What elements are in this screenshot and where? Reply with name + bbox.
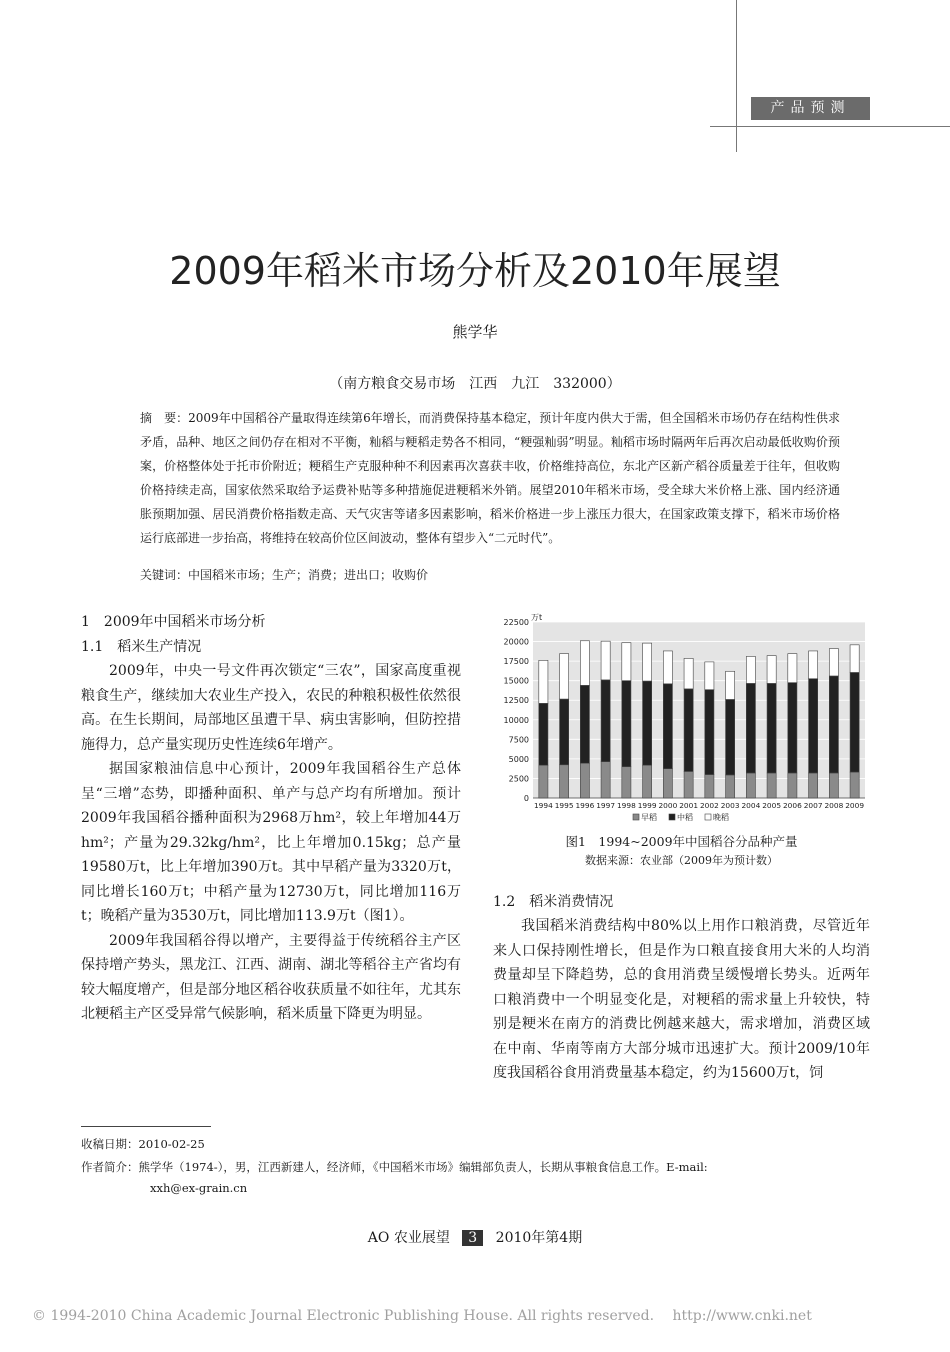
bar-segment-2007-中稻 [809,679,818,773]
figure-caption: 图1 1994~2009年中国稻谷分品种产量 [565,834,798,849]
bar-segment-1995-中稻 [560,699,569,765]
bar-segment-2006-晚稻 [788,654,797,683]
author-bio [81,1157,871,1199]
bar-segment-2008-晚稻 [829,649,838,676]
header-vertical-rule [736,0,737,152]
footnote-rule [81,1126,211,1127]
bar-segment-2005-晚稻 [767,656,776,684]
bar-segment-1999-中稻 [643,681,652,765]
author-email: xxh@ex-grain.cn [150,1181,248,1195]
figure-source: 数据来源：农业部（2009年为预计数） [585,854,778,867]
bar-segment-2008-早稻 [829,773,838,798]
bar-segment-2004-早稻 [746,773,755,798]
bar-segment-1998-晚稻 [622,643,631,681]
x-tick-label: 1997 [596,801,616,810]
y-tick-label: 7500 [508,735,529,745]
bar-segment-2002-晚稻 [705,662,714,690]
left-column-body [81,659,461,1027]
page-number: 3 [462,1230,483,1246]
bar-segment-1994-中稻 [539,703,548,765]
rice-production-chart [493,612,871,830]
paragraph: 据国家粮油信息中心预计，2009年我国稻谷生产总体呈“三增”态势，即播种面积、单产与总产均有所增加。预计2009年我国稻谷播种面积为2968万hm²，较上年增加44万hm²；产量为29.32kg/hm²，比上年增加0.15kg；总产量19580万t，比上年增加390万t。其中早稻产量为3320万t，同比增长160万t；中稻产量为12730万t，同比增加116万t；晚稻产量为3530万t，同比增加113.9万t（图1）。 [81,761,461,924]
bar-segment-2000-中稻 [663,684,672,769]
x-tick-label: 2000 [658,801,678,810]
bar-segment-1999-晚稻 [643,643,652,681]
bar-segment-2009-晚稻 [850,645,859,673]
bar-segment-2005-中稻 [767,683,776,773]
author-affiliation: （南方粮食交易市场 江西 九江 332000） [329,376,621,392]
bar-segment-1994-早稻 [539,765,548,798]
bar-segment-2000-晚稻 [663,651,672,684]
bar-segment-2001-中稻 [684,689,693,772]
bar-segment-2002-中稻 [705,690,714,775]
x-tick-label: 1998 [616,801,636,810]
paragraph: 2009年我国稻谷得以增产，主要得益于传统稻谷主产区保持增产势头，黑龙江、江西、湖南、湖北等稻谷主产省均有较大幅度增产，但是部分地区稻谷收获质量不如往年，尤其东北粳稻主产区受异常气候影响，稻米质量下降更为明显。 [81,932,461,1022]
x-tick-label: 2006 [782,801,802,810]
section-1-1-heading: 1.1 稻米生产情况 [81,639,202,655]
section-1-heading: 1 2009年中国稻米市场分析 [81,614,266,630]
bar-segment-1998-中稻 [622,681,631,767]
legend-swatch-早稻 [633,814,639,820]
bar-segment-2007-早稻 [809,773,818,798]
y-tick-label: 22500 [503,618,529,627]
bar-segment-2003-晚稻 [726,671,735,699]
received-date: 收稿日期：2010-02-25 [81,1137,205,1151]
x-tick-label: 2007 [803,801,823,810]
bar-segment-2001-晚稻 [684,658,693,689]
bar-segment-1996-中稻 [580,685,589,763]
x-tick-label: 2004 [741,801,761,810]
article-author: 熊学华 [452,323,498,341]
legend-label: 早稻 [641,813,657,822]
abstract: 摘 要：2009年中国稻谷产量取得连续第6年增长，而消费保持基本稳定，预计年度内供大于需，但全国稻米市场仍存在结构性供求矛盾，品种、地区之间仍存在相对不平衡，籼稻与粳稻走势各不相同，“粳强籼弱”明显。籼稻市场时隔两年后再次启动最低收购价预案，价格整体处于托市价附近；粳稻生产克服种种不利因素再次喜获丰收，价格维持高位，东北产区新产稻谷质量差于往年，但收购价格持续走高，国家依然采取给予运费补贴等多种措施促进粳稻米外销。展望2010年稻米市场，受全球大米价格上涨、国内经济通胀预期加强、居民消费价格指数走高、天气灾害等诸多因素影响，稻米价格进一步上涨压力很大，在国家政策支撑下，稻米市场价格运行底部进一步抬高，将维持在较高价位区间波动，整体有望步入“二元时代”。 [140,411,840,545]
y-tick-label: 2500 [508,774,529,784]
paragraph: 我国稻米消费结构中80%以上用作口粮消费，尽管近年来人口保持刚性增长，但是作为口粮直接食用大米的人均消费量却呈下降趋势，总的食用消费呈缓慢增长势头。近两年口粮消费中一个明显变化是，对粳稻的需求量上升较快，特别是粳米在南方的消费比例越来越大，需求增加，消费区域在中南、华南等南方大部分城市迅速扩大。预计2009/10年度我国稻谷食用消费量基本稳定，约为15600万t，饲 [493,918,870,1081]
bar-segment-1997-晚稻 [601,641,610,680]
section-tag: 产品预测 [751,97,870,120]
legend-label: 中稻 [677,813,693,822]
x-tick-label: 2003 [720,801,740,810]
y-tick-label: 15000 [503,676,529,686]
page-footer [0,1227,950,1247]
y-tick-label: 0 [523,794,529,803]
bar-segment-1996-早稻 [580,763,589,798]
legend-swatch-晚稻 [705,814,711,820]
bar-segment-1994-晚稻 [539,660,548,703]
legend-label: 晚稻 [713,813,729,822]
bar-segment-1999-早稻 [643,765,652,798]
x-tick-label: 2005 [762,801,782,810]
x-tick-label: 1994 [533,801,553,810]
bar-segment-2005-早稻 [767,773,776,798]
section-1-2-heading: 1.2 稻米消费情况 [493,894,614,910]
bar-segment-1995-晚稻 [560,654,569,699]
author-bio-label: 作者简介： [81,1160,139,1174]
x-tick-label: 2001 [679,801,699,810]
bar-segment-2008-中稻 [829,676,838,773]
keywords: 关键词：中国稻米市场；生产；消费；进出口；收购价 [140,568,429,582]
y-tick-label: 12500 [503,696,529,706]
y-axis-label: 万t [531,613,543,622]
bar-segment-1997-中稻 [601,680,610,762]
bar-segment-2006-早稻 [788,773,797,798]
y-tick-label: 20000 [503,637,529,647]
bar-segment-2006-中稻 [788,683,797,773]
x-tick-label: 2002 [699,801,719,810]
x-tick-label: 1999 [637,801,657,810]
bar-segment-2009-早稻 [850,772,859,798]
journal-issue: 2010年第4期 [495,1230,583,1246]
author-bio-text: 熊学华（1974-），男，江西新建人，经济师，《中国稻米市场》编辑部负责人，长期从事粮食信息工作。E-mail: [138,1160,708,1174]
bar-segment-1997-早稻 [601,762,610,798]
bar-segment-2003-早稻 [726,775,735,798]
copyright-notice: © 1994-2010 China Academic Journal Electronic Publishing House. All rights reserved. http://www.cnki.net [32,1308,812,1324]
x-tick-label: 2009 [845,801,865,810]
bar-segment-2001-早稻 [684,771,693,798]
y-tick-label: 10000 [503,715,529,725]
bar-segment-1998-早稻 [622,767,631,798]
y-tick-label: 5000 [508,754,529,764]
right-column-body [493,914,870,1086]
y-tick-label: 17500 [503,657,529,667]
bar-segment-2004-晚稻 [746,656,755,683]
x-tick-label: 1996 [575,801,595,810]
journal-name: AO 农业展望 [367,1230,450,1246]
x-tick-label: 2008 [824,801,844,810]
bar-segment-2002-早稻 [705,775,714,798]
article-title: 2009年稻米市场分析及2010年展望 [169,249,781,293]
x-tick-label: 1995 [554,801,574,810]
legend-swatch-中稻 [669,814,675,820]
bar-segment-2004-中稻 [746,683,755,773]
bar-segment-2009-中稻 [850,672,859,772]
header-horizontal-rule [710,126,950,127]
bar-segment-1995-早稻 [560,765,569,798]
bar-segment-2007-晚稻 [809,651,818,679]
paragraph: 2009年，中央一号文件再次锁定“三农”，国家高度重视粮食生产，继续加大农业生产投入，农民的种粮积极性依然很高。在生长期间，局部地区虽遭干旱、病虫害影响，但防控措施得力，总产量实现历史性连续6年增产。 [81,663,461,753]
bar-segment-2000-早稻 [663,769,672,798]
bar-segment-1996-晚稻 [580,641,589,686]
bar-segment-2003-中稻 [726,699,735,774]
